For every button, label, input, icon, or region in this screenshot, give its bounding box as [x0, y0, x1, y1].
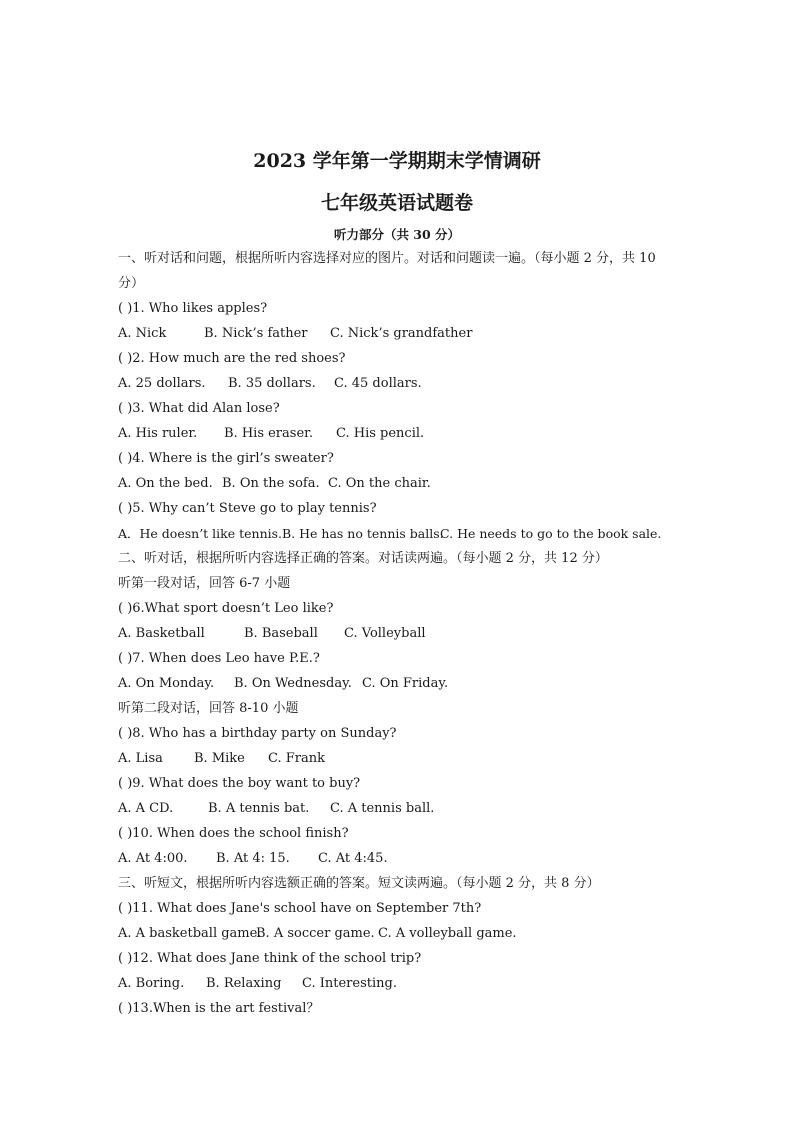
question-4: ( )4. Where is the girl’s sweater? — [118, 451, 334, 466]
option-c: C. On the chair. — [328, 476, 431, 491]
section-heading-listening: 听力部分（共 30 分） — [333, 227, 461, 242]
section2-part1-label: 听第一段对话，回答 6-7 小题 — [118, 576, 291, 591]
exam-content — [118, 246, 678, 1021]
exam-subject-title: 七年级英语试题卷 — [320, 192, 473, 214]
option-b: B. He has no tennis balls. — [282, 526, 444, 541]
question-13: ( )13.When is the art festival？ — [118, 1001, 320, 1016]
option-b: B. Mike — [194, 751, 245, 766]
option-b: B. A tennis bat. — [208, 801, 310, 816]
option-b: B. Baseball — [244, 626, 318, 641]
section2-instruction: 二、听对话，根据所听内容选择正确的答案。对话读两遍。（每小题 2 分，共 12 分） — [118, 551, 608, 566]
option-b: B. On the sofa. — [222, 476, 320, 491]
options-2 — [118, 371, 678, 396]
section2-part2-label: 听第二段对话，回答 8-10 小题 — [118, 701, 299, 716]
option-c: C. At 4:45. — [318, 851, 388, 866]
option-c: C. On Friday. — [362, 676, 449, 691]
question-8: ( )8. Who has a birthday party on Sunday? — [118, 726, 397, 741]
option-b: B. Nick’s father — [204, 326, 308, 341]
option-a: A. At 4:00. — [118, 851, 188, 866]
options-1 — [118, 321, 678, 346]
option-c: C. He needs to go to the book sale. — [440, 526, 662, 541]
options-12 — [118, 971, 678, 996]
option-a: A. Nick — [118, 326, 167, 341]
question-1: ( )1. Who likes apples? — [118, 301, 268, 316]
option-a: A. Boring. — [118, 976, 185, 991]
option-a: A. 25 dollars. — [118, 376, 206, 391]
option-c: C. Volleyball — [344, 626, 426, 641]
option-a: A. Basketball — [118, 626, 205, 641]
option-c: C. A tennis ball. — [330, 801, 435, 816]
option-c: C. Frank — [268, 751, 325, 766]
options-6 — [118, 621, 678, 646]
option-b: B. A soccer game. — [256, 926, 375, 941]
option-b: B. On Wednesday. — [234, 676, 352, 691]
option-a: A. A CD. — [118, 801, 174, 816]
option-a: A. A basketball game. — [118, 926, 262, 941]
question-11: ( )11. What does Jane's school have on September 7th? — [118, 901, 482, 916]
option-b: B. At 4: 15. — [216, 851, 290, 866]
exam-title: 2023 学年第一学期期末学情调研 — [253, 150, 541, 172]
option-a: A．He doesn’t like tennis. — [118, 526, 283, 541]
section3-instruction: 三、听短文，根据所听内容选额正确的答案。短文读两遍。（每小题 2 分，共 8 分） — [118, 876, 600, 891]
option-c: C. His pencil. — [336, 426, 425, 441]
option-c: C. 45 dollars. — [334, 376, 422, 391]
options-4 — [118, 471, 678, 496]
option-b: B. His eraser. — [224, 426, 314, 441]
question-12: ( )12. What does Jane think of the school trip? — [118, 951, 422, 966]
option-b: B. Relaxing — [206, 976, 282, 991]
option-c: C. Interesting. — [302, 976, 397, 991]
option-c: C. Nick’s grandfather — [330, 326, 473, 341]
question-10: ( )10. When does the school finish? — [118, 826, 349, 841]
question-2: ( )2. How much are the red shoes? — [118, 351, 346, 366]
options-8 — [118, 746, 678, 771]
question-3: ( )3. What did Alan lose? — [118, 401, 280, 416]
question-6: ( )6.What sport doesn’t Leo like? — [118, 601, 334, 616]
option-b: B. 35 dollars. — [228, 376, 316, 391]
question-7: ( )7. When does Leo have P.E.? — [118, 651, 320, 666]
options-7 — [118, 671, 678, 696]
options-11 — [118, 921, 678, 946]
question-9: ( )9. What does the boy want to buy? — [118, 776, 361, 791]
section1-instruction: 一、听对话和问题，根据所听内容选择对应的图片。对话和问题读一遍。（每小题 2 分，共 10 分） — [118, 251, 656, 291]
options-5 — [118, 521, 678, 546]
option-a: A. On Monday. — [118, 676, 215, 691]
options-9 — [118, 796, 678, 821]
option-a: A. Lisa — [118, 751, 163, 766]
question-5: ( )5. Why can’t Steve go to play tennis? — [118, 501, 377, 516]
options-10 — [118, 846, 678, 871]
option-a: A. On the bed. — [118, 476, 213, 491]
options-3 — [118, 421, 678, 446]
option-c: C. A volleyball game. — [378, 926, 517, 941]
option-a: A. His ruler. — [118, 426, 198, 441]
